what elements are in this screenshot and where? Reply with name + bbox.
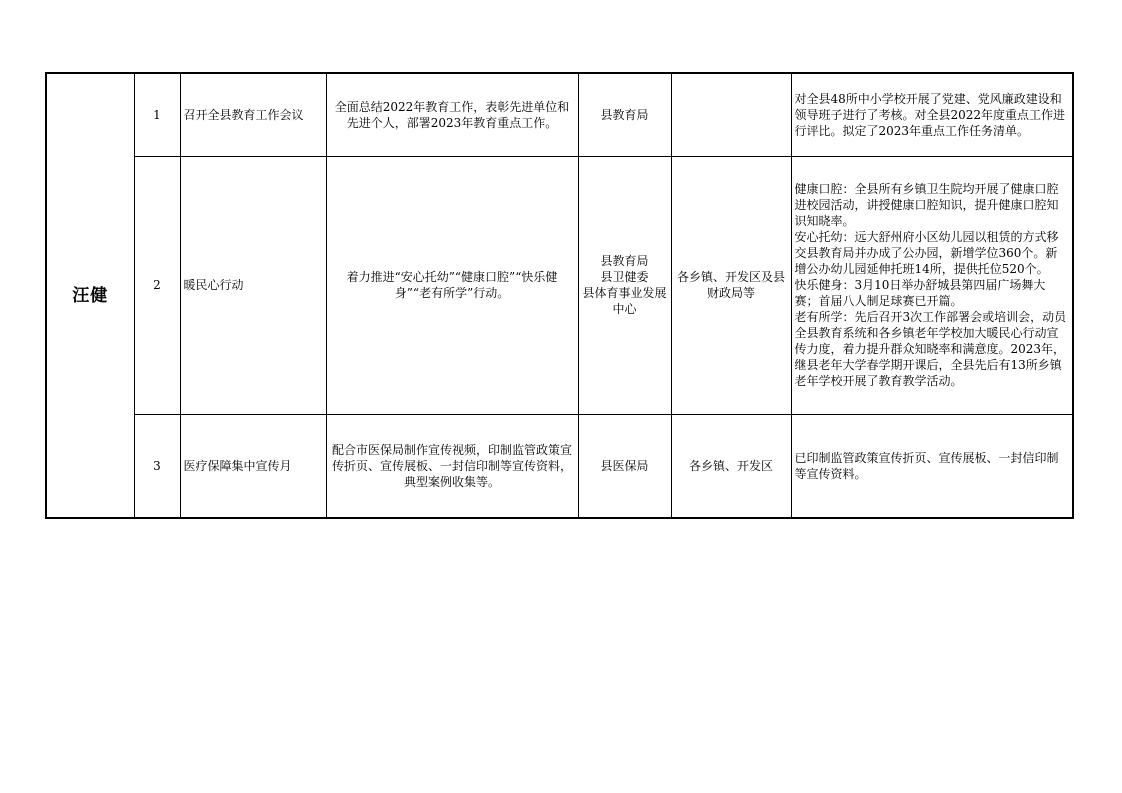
task-name: 暖民心行动 <box>180 156 326 414</box>
task-name: 医疗保障集中宣传月 <box>180 414 326 518</box>
lead-unit: 县教育局 <box>578 73 671 156</box>
table-row <box>46 414 1073 518</box>
table-row <box>46 156 1073 414</box>
table-row <box>46 73 1073 156</box>
cooperating-unit <box>671 73 791 156</box>
row-index: 3 <box>134 414 180 518</box>
progress-text: 安心托幼：远大舒州府小区幼儿园以租赁的方式移交县教育局并办成了公办园，新增学位360个。新增公办幼儿园延伸托班14所，提供托位520个。 <box>794 230 1059 276</box>
progress-text: 对全县48所中小学校开展了党建、党风廉政建设和领导班子进行了考核。对全县2022年度重点工作进行评比。拟定了2023年重点工作任务清单。 <box>794 91 1066 138</box>
cooperating-unit: 各乡镇、开发区 <box>671 414 791 518</box>
progress-text: 老有所学：先后召开3次工作部署会或培训会，动员全县教育系统和各乡镇老年学校加大暖民心行动宣传力度，着力提升群众知晓率和满意度。2023年，继县老年大学春学期开课后，全县先后有13所乡镇老年学校开展了教育教学活动。 <box>794 310 1067 388</box>
task-content: 着力推进“安心托幼”“健康口腔”“快乐健身”“老有所学”行动。 <box>326 156 578 414</box>
cooperating-unit: 各乡镇、开发区及县财政局等 <box>671 156 791 414</box>
progress-text: 已印制监管政策宣传折页、宣传展板、一封信印制等宣传资料。 <box>794 450 1059 481</box>
progress-cell <box>791 156 1073 414</box>
row-index: 2 <box>134 156 180 414</box>
owner-name: 汪健 <box>46 73 134 518</box>
lead-unit: 县教育局 县卫健委 县体育事业发展中心 <box>578 156 671 414</box>
task-content: 配合市医保局制作宣传视频，印制监管政策宣传折页、宣传展板、一封信印制等宣传资料，典型案例收集等。 <box>326 414 578 518</box>
task-content: 全面总结2022年教育工作，表彰先进单位和先进个人，部署2023年教育重点工作。 <box>326 73 578 156</box>
progress-text: 健康口腔：全县所有乡镇卫生院均开展了健康口腔进校园活动，讲授健康口腔知识，提升健康口腔知识知晓率。 <box>794 182 1059 228</box>
lead-unit: 县医保局 <box>578 414 671 518</box>
row-index: 1 <box>134 73 180 156</box>
progress-cell <box>791 73 1073 156</box>
work-table <box>45 72 1074 519</box>
progress-cell <box>791 414 1073 518</box>
task-name: 召开全县教育工作会议 <box>180 73 326 156</box>
progress-text: 快乐健身：3月10日举办舒城县第四届广场舞大赛；首届八人制足球赛已开篇。 <box>794 278 1046 308</box>
